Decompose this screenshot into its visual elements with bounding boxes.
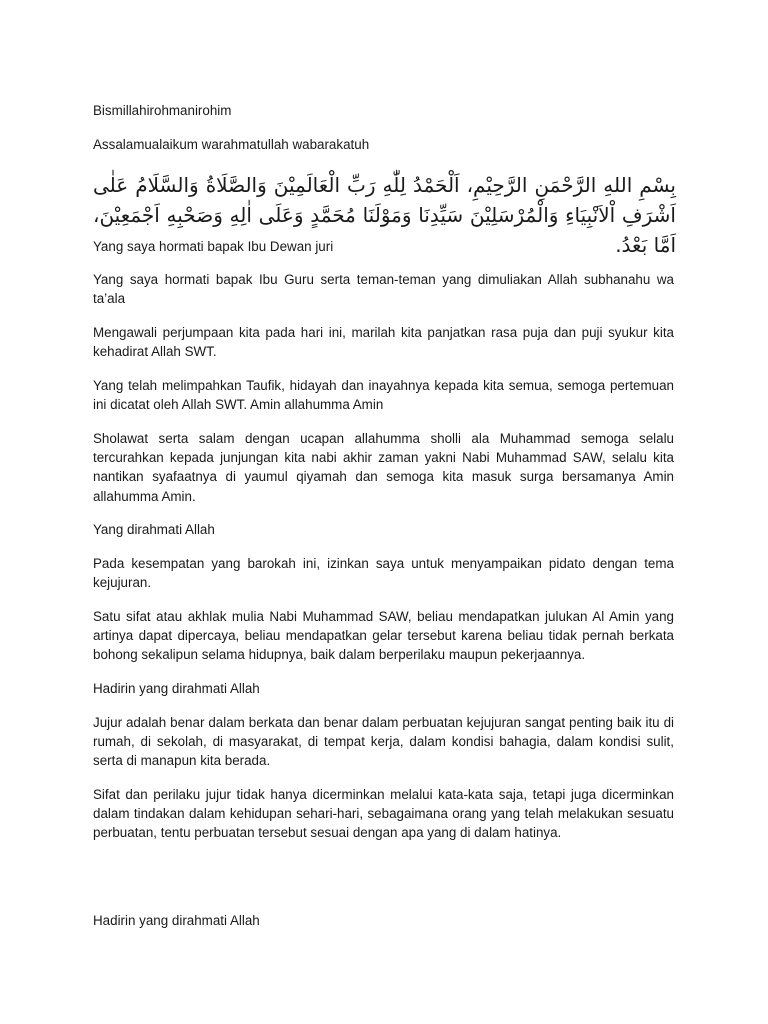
greeting-judges: Yang saya hormati bapak Ibu Dewan juri: [93, 239, 334, 254]
opening-bismillah: Bismillahirohmanirohim: [93, 103, 232, 118]
paragraph-sifat-jujur: Sifat dan perilaku jujur tidak hanya dicerminkan melalui kata-kata saja, tetapi juga dicerminkan dalam tindakan dalam kehidupan sehari-hari, sebagaimana orang yang telah melakukan sesuatu perbuatan, tentu perbuatan tersebut sesuai dengan apa yang di dalam hatinya.: [93, 787, 674, 841]
paragraph-theme: Pada kesempatan yang barokah ini, izinkan saya untuk menyampaikan pidato dengan tema kejujuran.: [93, 556, 674, 591]
heading-hadirin-1: Hadirin yang dirahmati Allah: [93, 681, 260, 696]
paragraph-taufik: Yang telah melimpahkan Taufik, hidayah dan inayahnya kepada kita semua, semoga pertemuan ini dicatat oleh Allah SWT. Amin allahumma Amin: [93, 378, 674, 413]
paragraph-opening-thanks: Mengawali perjumpaan kita pada hari ini, marilah kita panjatkan rasa puja dan puji syukur kita kehadirat Allah SWT.: [93, 325, 674, 360]
paragraph-jujur: Jujur adalah benar dalam berkata dan benar dalam perbuatan kejujuran sangat penting baik itu di rumah, di sekolah, di masyarakat, di tempat kerja, dalam kondisi bahagia, dalam kondisi sulit, serta di manapun kita berada.: [93, 715, 674, 769]
paragraph-sholawat: Sholawat serta salam dengan ucapan allahumma sholli ala Muhammad semoga selalu tercurahkan kepada junjungan kita nabi akhir zaman yakni Nabi Muhammad SAW, selalu kita nantikan syafaatnya di yaumul qiyamah dan semoga kita masuk surga bersamanya Amin allahumma Amin.: [93, 431, 674, 504]
heading-yang-dirahmati: Yang dirahmati Allah: [93, 522, 215, 537]
opening-salam: Assalamualaikum warahmatullah wabarakatuh: [93, 137, 370, 152]
heading-hadirin-2: Hadirin yang dirahmati Allah: [93, 913, 260, 928]
paragraph-al-amin: Satu sifat atau akhlak mulia Nabi Muhammad SAW, beliau mendapatkan julukan Al Amin yang artinya dapat dipercaya, beliau mendapatkan gelar tersebut karena beliau tidak pernah berkata bohong sekalipun selama hidupnya, baik dalam berperilaku maupun pekerjaannya.: [93, 609, 674, 663]
greeting-teachers: Yang saya hormati bapak Ibu Guru serta teman-teman yang dimuliakan Allah subhanahu wa ta’ala: [93, 272, 674, 307]
arabic-opening-prayer: بِسْمِ اللهِ الرَّحْمَنِ الرَّحِيْمِ، اَلْحَمْدُ لِلّٰهِ رَبِّ الْعَالَمِيْنَ وَالصَّلَاةُ وَالسَّلَامُ عَلٰى اَشْرَفِ اْلاَنْبِيَاءِ وَالْمُرْسَلِيْنَ سَيِّدِنَا وَمَوْلَنَا مُحَمَّدٍ وَعَلَى اٰلِهِ وَصَحْبِهِ اَجْمَعِيْنَ، اَمَّا بَعْدُ.: [93, 173, 676, 257]
